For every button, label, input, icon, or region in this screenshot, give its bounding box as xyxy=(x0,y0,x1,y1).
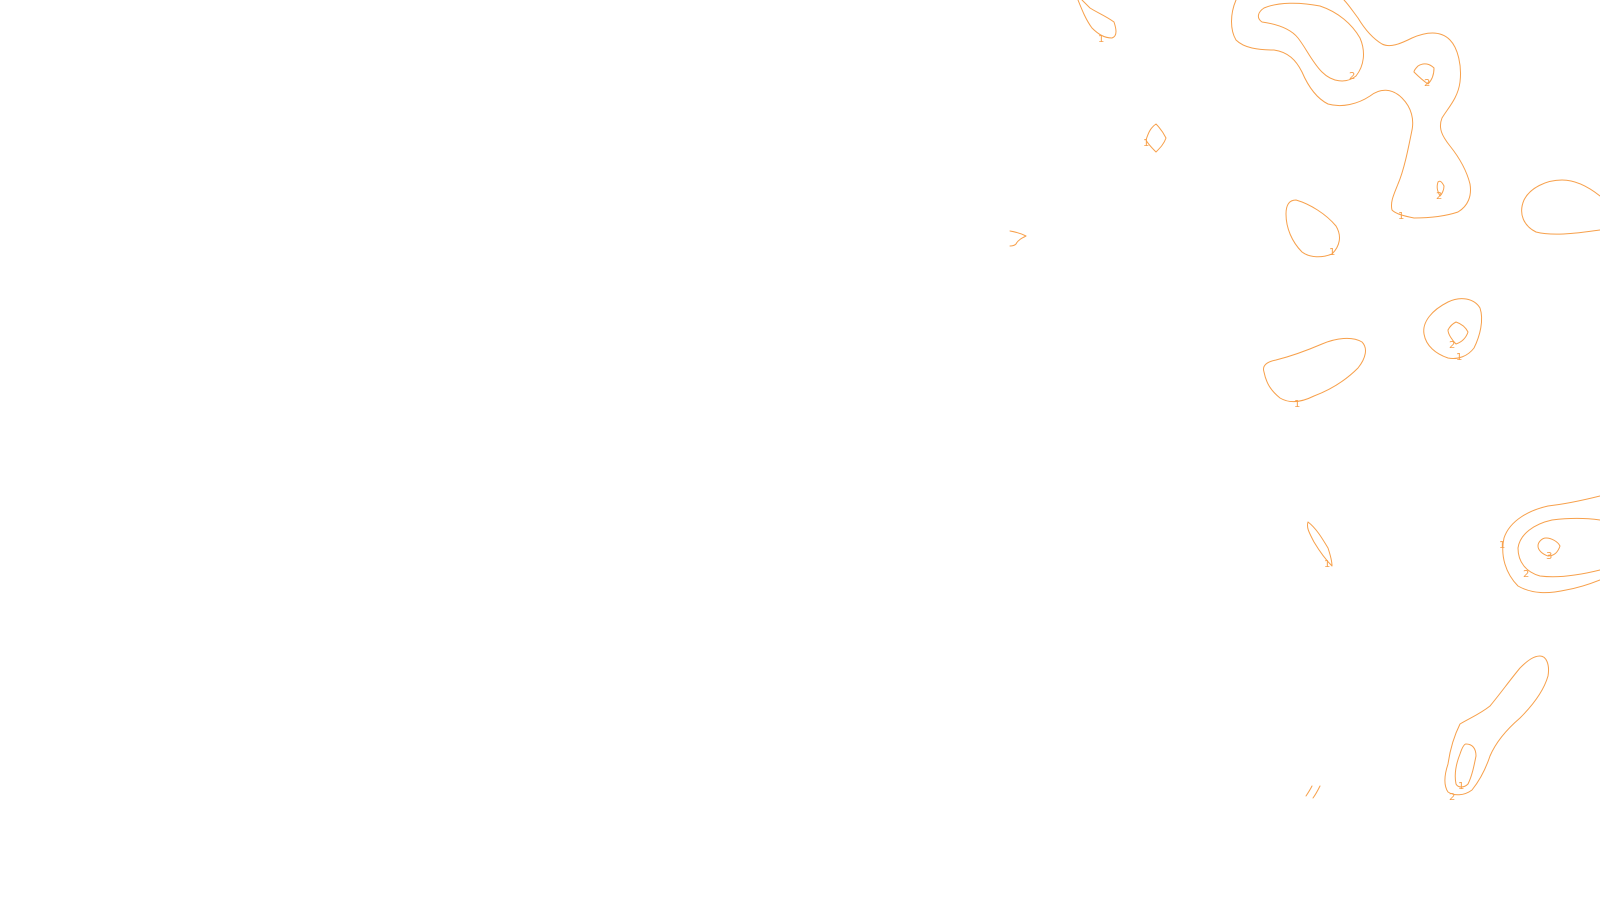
contour-feature-right-edge-1 xyxy=(1522,180,1600,234)
contour-label: 2 xyxy=(1349,71,1356,82)
contour-label: 2 xyxy=(1424,78,1431,89)
contour-label: 2 xyxy=(1436,191,1443,202)
contour-line xyxy=(1078,0,1116,38)
contour-feature-diamond xyxy=(1143,124,1166,152)
contour-label: 1 xyxy=(1294,399,1301,410)
contour-line xyxy=(1503,496,1600,593)
contour-feature-sliver xyxy=(1307,522,1332,570)
contour-line xyxy=(1522,180,1600,234)
contour-label: 2 xyxy=(1523,569,1530,580)
contour-label: 1 xyxy=(1143,138,1150,149)
contour-feature-oval-1 xyxy=(1286,200,1339,258)
contour-line xyxy=(1445,656,1549,795)
contour-label: 1 xyxy=(1098,34,1105,45)
contour-feature-right-edge-2 xyxy=(1499,496,1600,593)
contour-line xyxy=(1264,338,1366,401)
contour-label: 1 xyxy=(1456,352,1463,363)
contour-label: 3 xyxy=(1546,551,1553,562)
contour-fragment xyxy=(1306,786,1320,798)
contour-label: 1 xyxy=(1329,247,1336,258)
contour-feature-top-small xyxy=(1078,0,1116,45)
contour-line xyxy=(1258,3,1363,81)
contour-line xyxy=(1232,0,1471,218)
contour-label: 1 xyxy=(1499,540,1506,551)
contour-label: 1 xyxy=(1458,781,1465,792)
contour-feature-lower-right xyxy=(1445,656,1549,803)
contour-fragment xyxy=(1010,231,1026,246)
contour-label: 1 xyxy=(1398,211,1405,222)
contour-label: 1 xyxy=(1324,559,1331,570)
contour-label: 2 xyxy=(1449,792,1456,803)
contour-feature-upper-right-large xyxy=(1232,0,1471,222)
contour-feature-ring-pair xyxy=(1424,299,1482,363)
contour-label: 2 xyxy=(1449,340,1456,351)
contour-feature-elongated-oval xyxy=(1264,338,1366,410)
